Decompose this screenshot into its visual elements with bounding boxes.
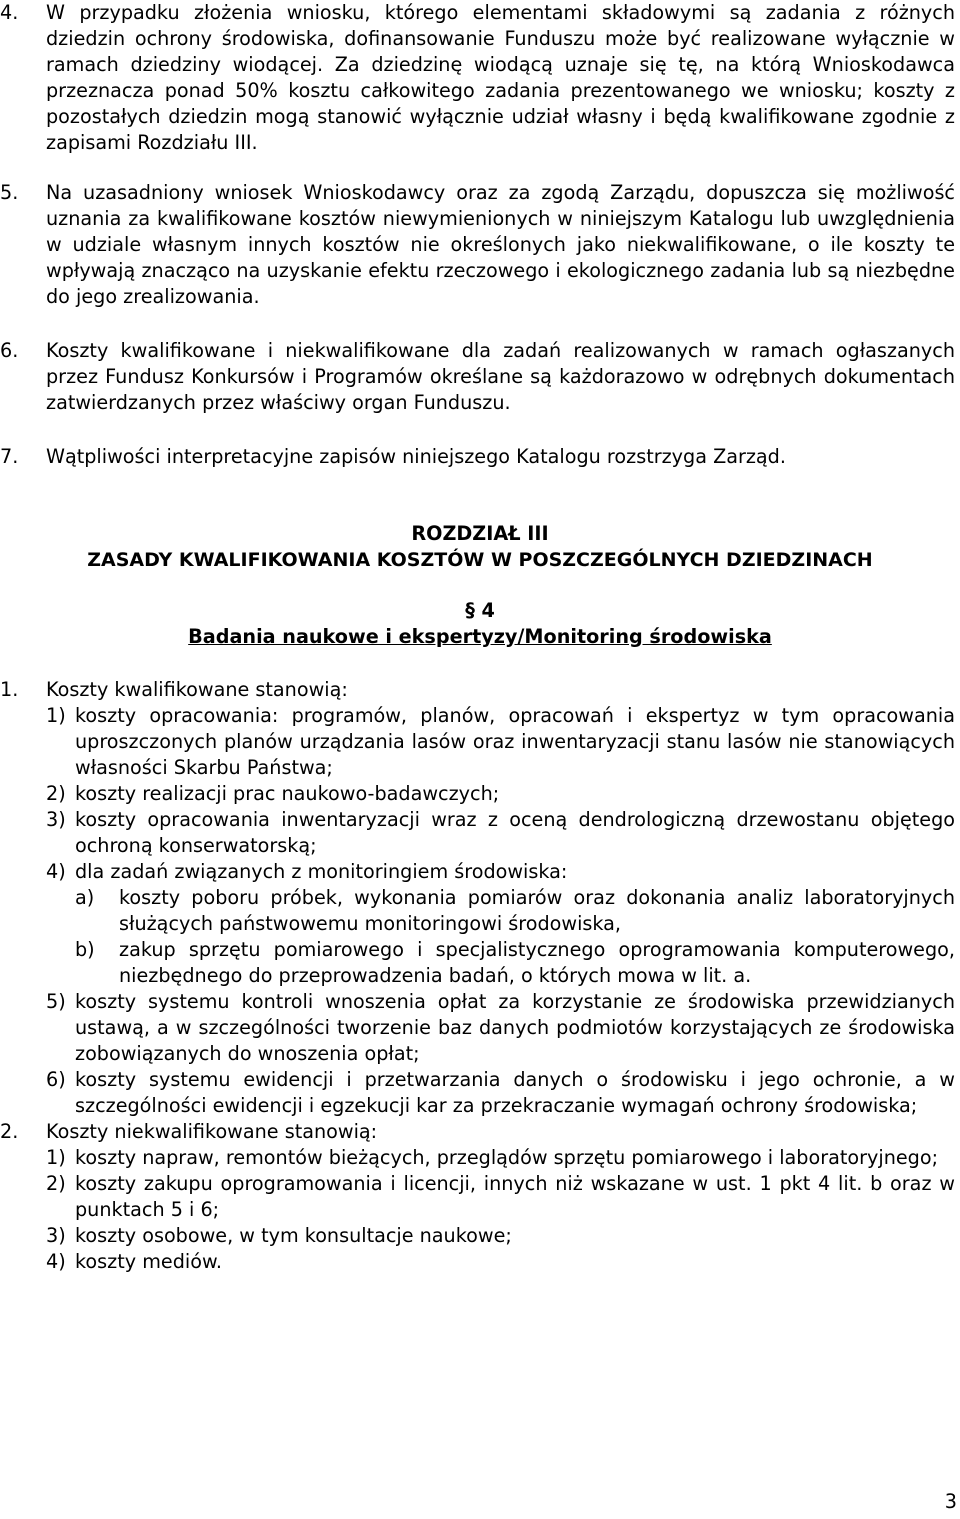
paragraph-number: 5. xyxy=(0,181,19,204)
paragraph-4 xyxy=(0,0,955,156)
sub-item-text: zakup sprzętu pomiarowego i specjalistycznego oprogramowania komputerowego, niezbędnego do przeprowadzenia badań, o których mowa w lit. a. xyxy=(119,938,955,987)
item-text: koszty napraw, remontów bieżących, przeglądów sprzętu pomiarowego i laboratoryjnego; xyxy=(75,1146,939,1169)
sub-item-letter: b) xyxy=(75,938,95,961)
item-text: koszty mediów. xyxy=(75,1250,222,1273)
item-number: 4) xyxy=(46,860,66,883)
item-number: 1) xyxy=(46,704,66,727)
item-number: 2) xyxy=(46,1172,66,1195)
chapter-title: ROZDZIAŁ III xyxy=(411,522,549,545)
item-number: 2) xyxy=(46,782,66,805)
item-text: koszty opracowania inwentaryzacji wraz z oceną dendrologiczną drzewostanu objętego ochroną konserwatorską; xyxy=(75,808,955,857)
chapter-subtitle: ZASADY KWALIFIKOWANIA KOSZTÓW W POSZCZEGÓLNYCH DZIEDZINACH xyxy=(87,549,873,571)
item-number: 5) xyxy=(46,990,66,1013)
item-text: koszty zakupu oprogramowania i licencji, innych niż wskazane w ust. 1 pkt 4 lit. b oraz w punktach 5 i 6; xyxy=(75,1172,955,1221)
item-number: 6) xyxy=(46,1068,66,1091)
paragraph-text: Koszty kwalifikowane i niekwalifikowane dla zadań realizowanych w ramach ogłaszanych przez Fundusz Konkursów i Programów określane są każdorazowo w odrębnych dokumentach zatwierdzanych przez właściwy organ Funduszu. xyxy=(46,339,955,414)
paragraph-text: W przypadku złożenia wniosku, którego elementami składowymi są zadania z różnych dziedzin ochrony środowiska, dofinansowanie Funduszu może być realizowane wyłącznie w ramach dziedziny wiodącej. Za dziedzinę wiodącą uznaje się tę, na którą Wnioskodawca przeznacza ponad 50% kosztu całkowitego zadania prezentowanego we wniosku; koszty z pozostałych dziedzin mogą stanowić wyłącznie udział własny i będą kwalifikowane zgodnie z zapisami Rozdziału III. xyxy=(46,1,955,154)
paragraph-7 xyxy=(0,444,955,470)
item-number: 3) xyxy=(46,1224,66,1247)
list-item xyxy=(0,781,955,807)
item-number: 1) xyxy=(46,1146,66,1169)
sub-list-item xyxy=(0,885,955,937)
list-item-non-qualified xyxy=(0,1119,955,1145)
list-item xyxy=(0,1171,955,1223)
list-item xyxy=(0,1223,955,1249)
sub-list-item xyxy=(0,937,955,989)
cost-list xyxy=(0,677,955,1275)
item-number: 3) xyxy=(46,808,66,831)
list-item xyxy=(0,703,955,781)
list-item xyxy=(0,1145,955,1171)
item-text: koszty systemu kontroli wnoszenia opłat za korzystanie ze środowiska przewidzianych ustawą, a w szczególności tworzenie baz danych podmiotów korzystających ze środowiska zobowiązanych do wnoszenia opłat; xyxy=(75,990,955,1065)
paragraph-text: Wątpliwości interpretacyjne zapisów niniejszego Katalogu rozstrzyga Zarząd. xyxy=(46,445,786,468)
item-text: koszty systemu ewidencji i przetwarzania danych o środowisku i jego ochronie, a w szczególności ewidencji i egzekucji kar za przekraczanie wymagań ochrony środowiska; xyxy=(75,1068,955,1117)
paragraph-5 xyxy=(0,180,955,310)
item-text: koszty realizacji prac naukowo-badawczych; xyxy=(75,782,500,805)
list-item xyxy=(0,859,955,885)
paragraph-number: 6. xyxy=(0,339,19,362)
list-label: Koszty kwalifikowane stanowią: xyxy=(46,678,348,701)
item-text: koszty osobowe, w tym konsultacje naukowe; xyxy=(75,1224,512,1247)
item-text: dla zadań związanych z monitoringiem środowiska: xyxy=(75,860,568,883)
list-number: 1. xyxy=(0,678,19,701)
page-number: 3 xyxy=(944,1490,957,1513)
section-number: § 4 xyxy=(465,599,495,622)
list-item xyxy=(0,807,955,859)
item-number: 4) xyxy=(46,1250,66,1273)
section-title: Badania naukowe i ekspertyzy/Monitoring środowiska xyxy=(188,625,772,648)
list-label: Koszty niekwalifikowane stanowią: xyxy=(46,1120,378,1143)
list-item-qualified xyxy=(0,677,955,703)
list-item xyxy=(0,1067,955,1119)
list-item xyxy=(0,989,955,1067)
paragraph-number: 7. xyxy=(0,445,19,468)
item-text: koszty opracowania: programów, planów, opracowań i ekspertyz w tym opracowania uproszczonych planów urządzania lasów oraz inwentaryzacji stanu lasów nie stanowiących własności Skarbu Państwa; xyxy=(75,704,955,779)
list-number: 2. xyxy=(0,1120,19,1143)
paragraph-number: 4. xyxy=(0,1,19,24)
sub-item-text: koszty poboru próbek, wykonania pomiarów oraz dokonania analiz laboratoryjnych służących państwowemu monitoringowi środowiska, xyxy=(119,886,955,935)
sub-item-letter: a) xyxy=(75,886,95,909)
list-item xyxy=(0,1249,955,1275)
paragraph-6 xyxy=(0,338,955,416)
paragraph-text: Na uzasadniony wniosek Wnioskodawcy oraz za zgodą Zarządu, dopuszcza się możliwość uznania za kwalifikowane kosztów niewymienionych w niniejszym Katalogu lub uwzględnienia w udziale własnym innych kosztów nie określonych jako niekwalifikowane, o ile koszty te wpływają znacząco na uzyskanie efektu rzeczowego i ekologicznego zadania lub są niezbędne do jego zrealizowania. xyxy=(46,181,955,308)
